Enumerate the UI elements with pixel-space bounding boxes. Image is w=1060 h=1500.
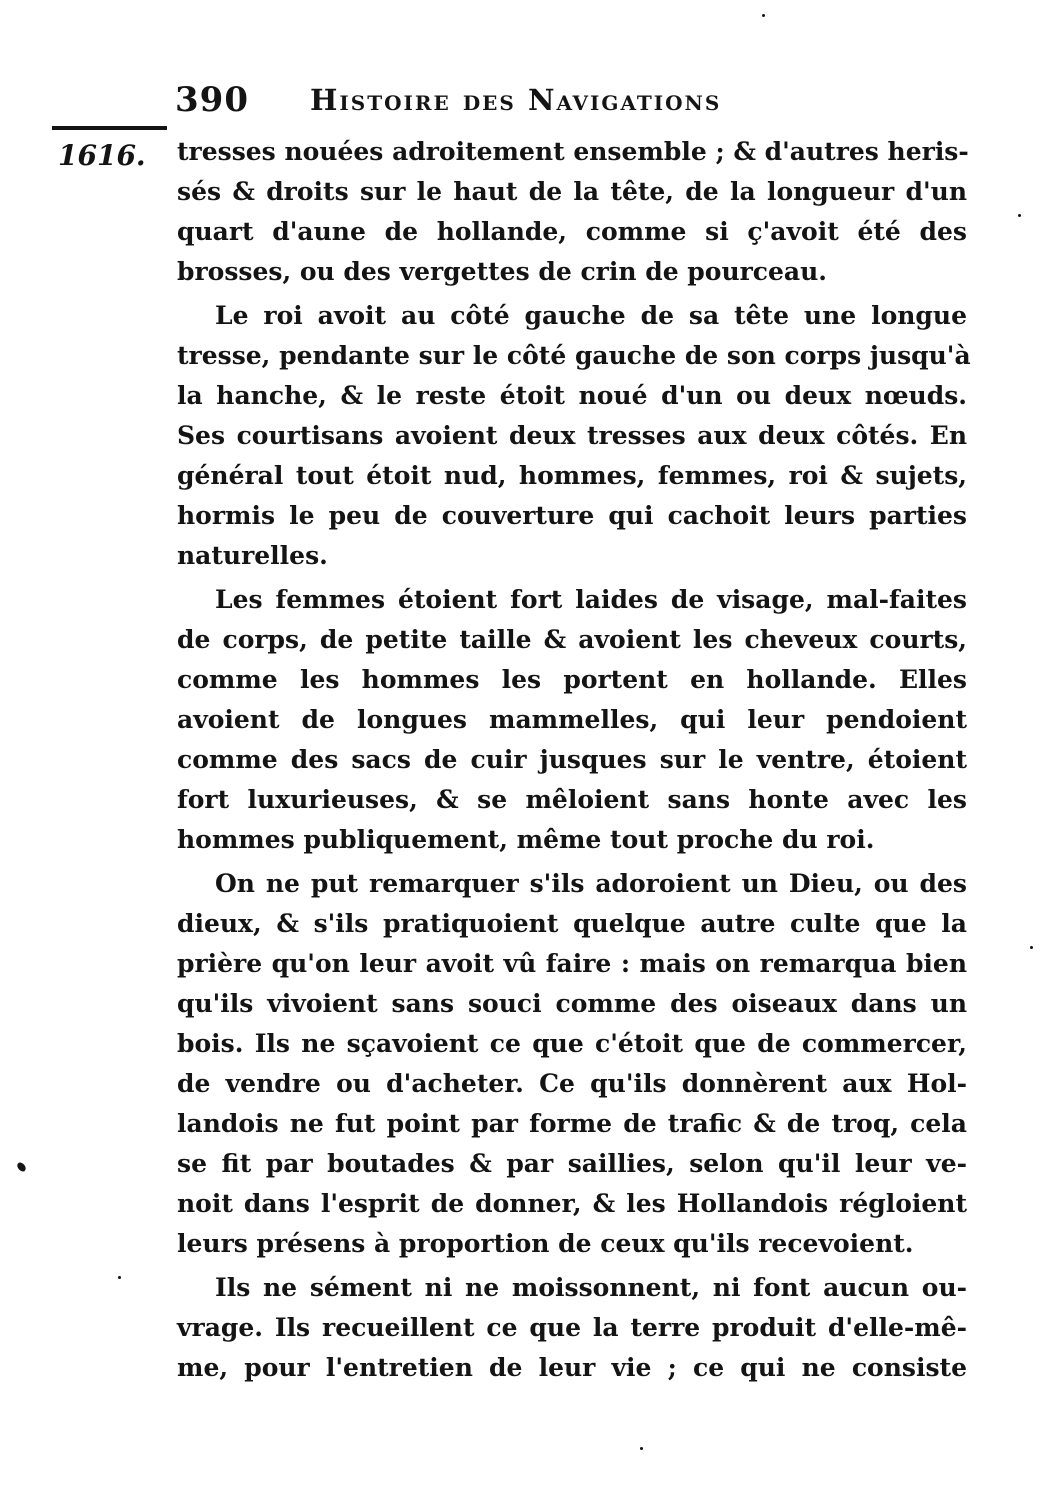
text-line: bois. Ils ne sçavoient ce que c'étoit que de commercer, — [177, 1029, 967, 1058]
text-line: dieux, & s'ils pratiquoient quelque autre culte que la — [177, 909, 967, 938]
page-number: 390 — [175, 80, 249, 120]
text-line: naturelles. — [177, 541, 328, 570]
text-line: On ne put remarquer s'ils adoroient un Dieu, ou des — [215, 869, 967, 898]
text-line: brosses, ou des vergettes de crin de pourceau. — [177, 257, 828, 286]
text-line: tresse, pendante sur le côté gauche de son corps jusqu'à — [177, 341, 971, 370]
body-text — [177, 132, 971, 1388]
paragraph — [177, 1268, 967, 1388]
text-line: prière qu'on leur avoit vû faire : mais on remarqua bien — [177, 949, 967, 978]
scan-speck — [762, 14, 765, 17]
scan-speck — [1018, 214, 1021, 217]
margin-rule — [52, 126, 167, 130]
text-line: vrage. Ils recueillent ce que la terre produit d'elle-mê- — [177, 1313, 967, 1342]
text-line: sés & droits sur le haut de la tête, de la longueur d'un — [177, 177, 967, 206]
text-line: comme des sacs de cuir jusques sur le ventre, étoient — [177, 745, 967, 774]
paragraph — [177, 296, 971, 576]
text-line: quart d'aune de hollande, comme si ç'avoit été des — [177, 217, 967, 246]
text-line: avoient de longues mammelles, qui leur pendoient — [177, 705, 967, 734]
scan-speck — [1030, 946, 1033, 949]
text-line: la hanche, & le reste étoit noué d'un ou deux nœuds. — [177, 381, 967, 410]
paragraph — [177, 580, 967, 860]
scan-speck — [118, 1276, 121, 1279]
text-line: leurs présens à proportion de ceux qu'ils recevoient. — [177, 1229, 914, 1258]
text-line: hormis le peu de couverture qui cachoit leurs parties — [177, 501, 967, 530]
paragraph — [177, 864, 967, 1264]
text-line: Ses courtisans avoient deux tresses aux deux côtés. En — [177, 421, 967, 450]
text-line: qu'ils vivoient sans souci comme des oiseaux dans un — [177, 989, 967, 1018]
text-line: général tout étoit nud, hommes, femmes, roi & sujets, — [177, 461, 967, 490]
text-line: Le roi avoit au côté gauche de sa tête une longue — [215, 301, 967, 330]
running-title: Histoire des Navigations — [310, 83, 722, 117]
text-line: tresses nouées adroitement ensemble ; & d'autres heris- — [177, 137, 969, 166]
text-line: hommes publiquement, même tout proche du roi. — [177, 825, 875, 854]
running-header — [175, 78, 865, 122]
text-line: Les femmes étoient fort laides de visage, mal-faites — [215, 585, 967, 614]
text-line: de corps, de petite taille & avoient les cheveux courts, — [177, 625, 967, 654]
scan-speck — [16, 1161, 28, 1173]
text-line: noit dans l'esprit de donner, & les Hollandois régloient — [177, 1189, 967, 1218]
text-line: me, pour l'entretien de leur vie ; ce qui ne consiste — [177, 1353, 967, 1382]
text-line: landois ne fut point par forme de trafic & de troq, cela — [177, 1109, 967, 1138]
text-line: comme les hommes les portent en hollande. Elles — [177, 665, 967, 694]
text-line: fort luxurieuses, & se mêloient sans honte avec les — [177, 785, 967, 814]
text-line: Ils ne sément ni ne moissonnent, ni font aucun ou- — [215, 1273, 967, 1302]
paragraph — [177, 132, 967, 292]
margin-year: 1616. — [58, 139, 146, 172]
scan-speck — [640, 1447, 643, 1450]
text-line: se fit par boutades & par saillies, selon qu'il leur ve- — [177, 1149, 967, 1178]
text-line: de vendre ou d'acheter. Ce qu'ils donnèrent aux Hol- — [177, 1069, 967, 1098]
